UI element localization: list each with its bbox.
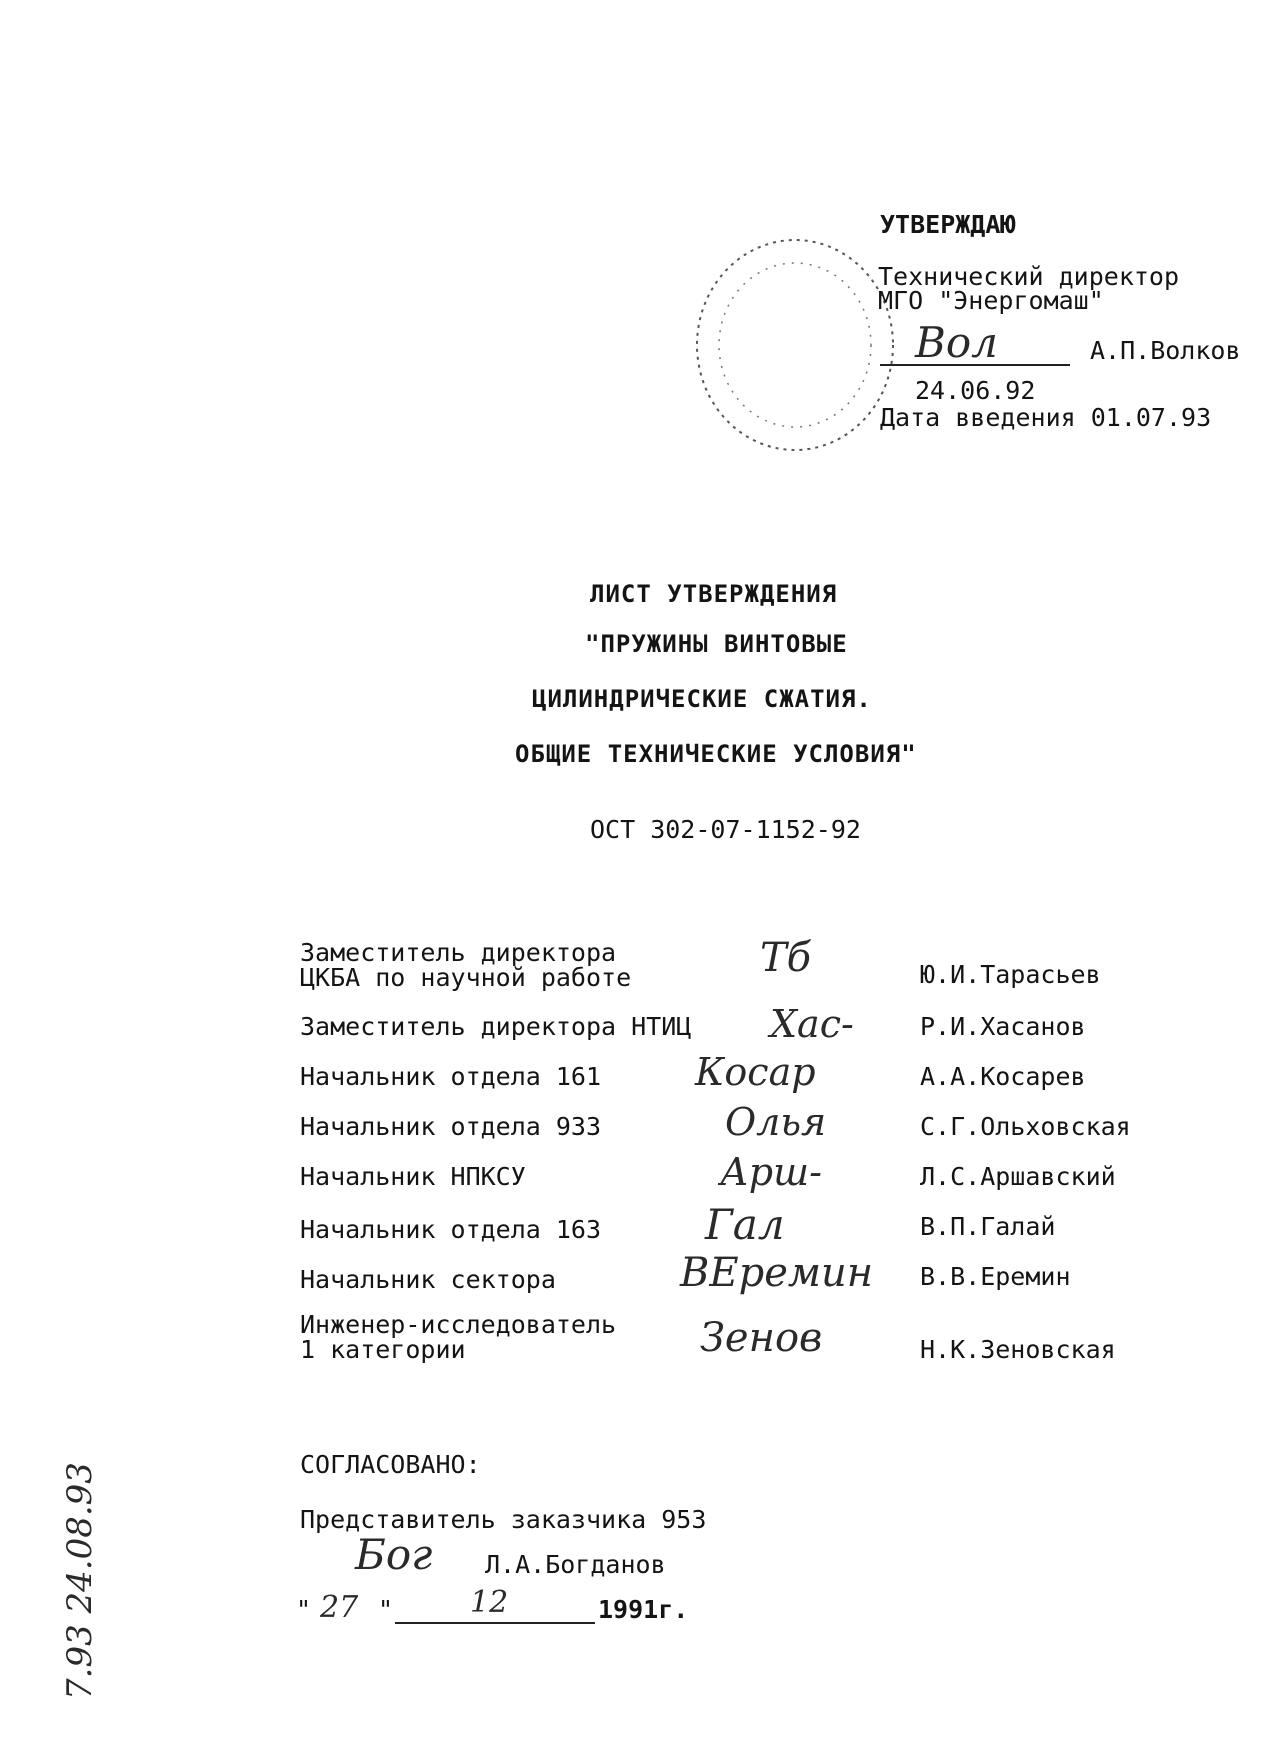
- date-year: 1991г.: [598, 1595, 689, 1624]
- seal-stamp: [690, 235, 900, 455]
- signatory-position: Начальник отдела 161: [300, 1062, 602, 1091]
- standard-code: ОСТ 302-07-1152-92: [590, 815, 861, 844]
- approver-position-line1: Технический директор: [878, 262, 1180, 291]
- signatory-signature: ВЕремин: [680, 1250, 874, 1296]
- date-close-quote: ": [378, 1595, 394, 1624]
- signatory-position: Заместитель директора НТИЦ: [300, 1012, 692, 1041]
- title-line-3: ЦИЛИНДРИЧЕСКИЕ СЖАТИЯ.: [532, 685, 872, 713]
- customer-representative: Представитель заказчика 953: [300, 1505, 707, 1534]
- signatory-signature: Хас-: [770, 1002, 854, 1046]
- date-month: 12: [470, 1585, 509, 1620]
- title-line-1: ЛИСТ УТВЕРЖДЕНИЯ: [590, 580, 838, 608]
- signatory-name: Р.И.Хасанов: [920, 1012, 1086, 1041]
- title-line-2: "ПРУЖИНЫ ВИНТОВЫЕ: [585, 630, 848, 658]
- approver-name: А.П.Волков: [1090, 336, 1241, 365]
- approval-date: 24.06.92: [915, 376, 1036, 405]
- date-month-line: [395, 1622, 595, 1624]
- signatory-signature: Зенов: [700, 1315, 823, 1361]
- signatory-position: Инженер-исследователь 1 категории: [300, 1310, 617, 1364]
- signatory-name: А.А.Косарев: [920, 1062, 1086, 1091]
- approver-signature: Вол: [915, 318, 998, 367]
- signatory-name: Л.С.Аршавский: [920, 1162, 1116, 1191]
- customer-name: Л.А.Богданов: [485, 1550, 666, 1579]
- margin-note: 7.93 24.08.93: [60, 1462, 100, 1700]
- title-line-4: ОБЩИЕ ТЕХНИЧЕСКИЕ УСЛОВИЯ": [515, 740, 917, 768]
- approver-signature-line: [880, 364, 1070, 366]
- signatory-name: В.В.Еремин: [920, 1262, 1071, 1291]
- signatory-signature: Олья: [725, 1100, 827, 1144]
- date-open-quote: ": [296, 1595, 312, 1624]
- customer-signature: Бог: [355, 1530, 433, 1579]
- signatory-signature: Гал: [705, 1200, 785, 1249]
- signatory-position: Начальник отдела 163: [300, 1215, 602, 1244]
- signatory-signature: Косар: [695, 1050, 816, 1094]
- signatory-position: Начальник отдела 933: [300, 1112, 602, 1141]
- approval-heading: УТВЕРЖДАЮ: [880, 210, 1016, 239]
- signatory-signature: Тб: [760, 935, 812, 981]
- signatory-signature: Арш-: [720, 1150, 822, 1194]
- agreed-heading: СОГЛАСОВАНО:: [300, 1450, 481, 1479]
- signatory-name: В.П.Галай: [920, 1212, 1056, 1241]
- signatory-name: Н.К.Зеновская: [920, 1335, 1116, 1364]
- signatory-name: Ю.И.Тарасьев: [920, 960, 1101, 989]
- signatory-position: Начальник сектора: [300, 1265, 556, 1294]
- signatory-name: С.Г.Ольховская: [920, 1112, 1131, 1141]
- signatory-position: Начальник НПКСУ: [300, 1162, 526, 1191]
- signatory-position: Заместитель директора ЦКБА по научной работе: [300, 938, 632, 992]
- approver-position-line2: МГО "Энергомаш": [878, 286, 1104, 315]
- date-day: 27: [320, 1590, 359, 1625]
- introduction-date: Дата введения 01.07.93: [880, 403, 1212, 432]
